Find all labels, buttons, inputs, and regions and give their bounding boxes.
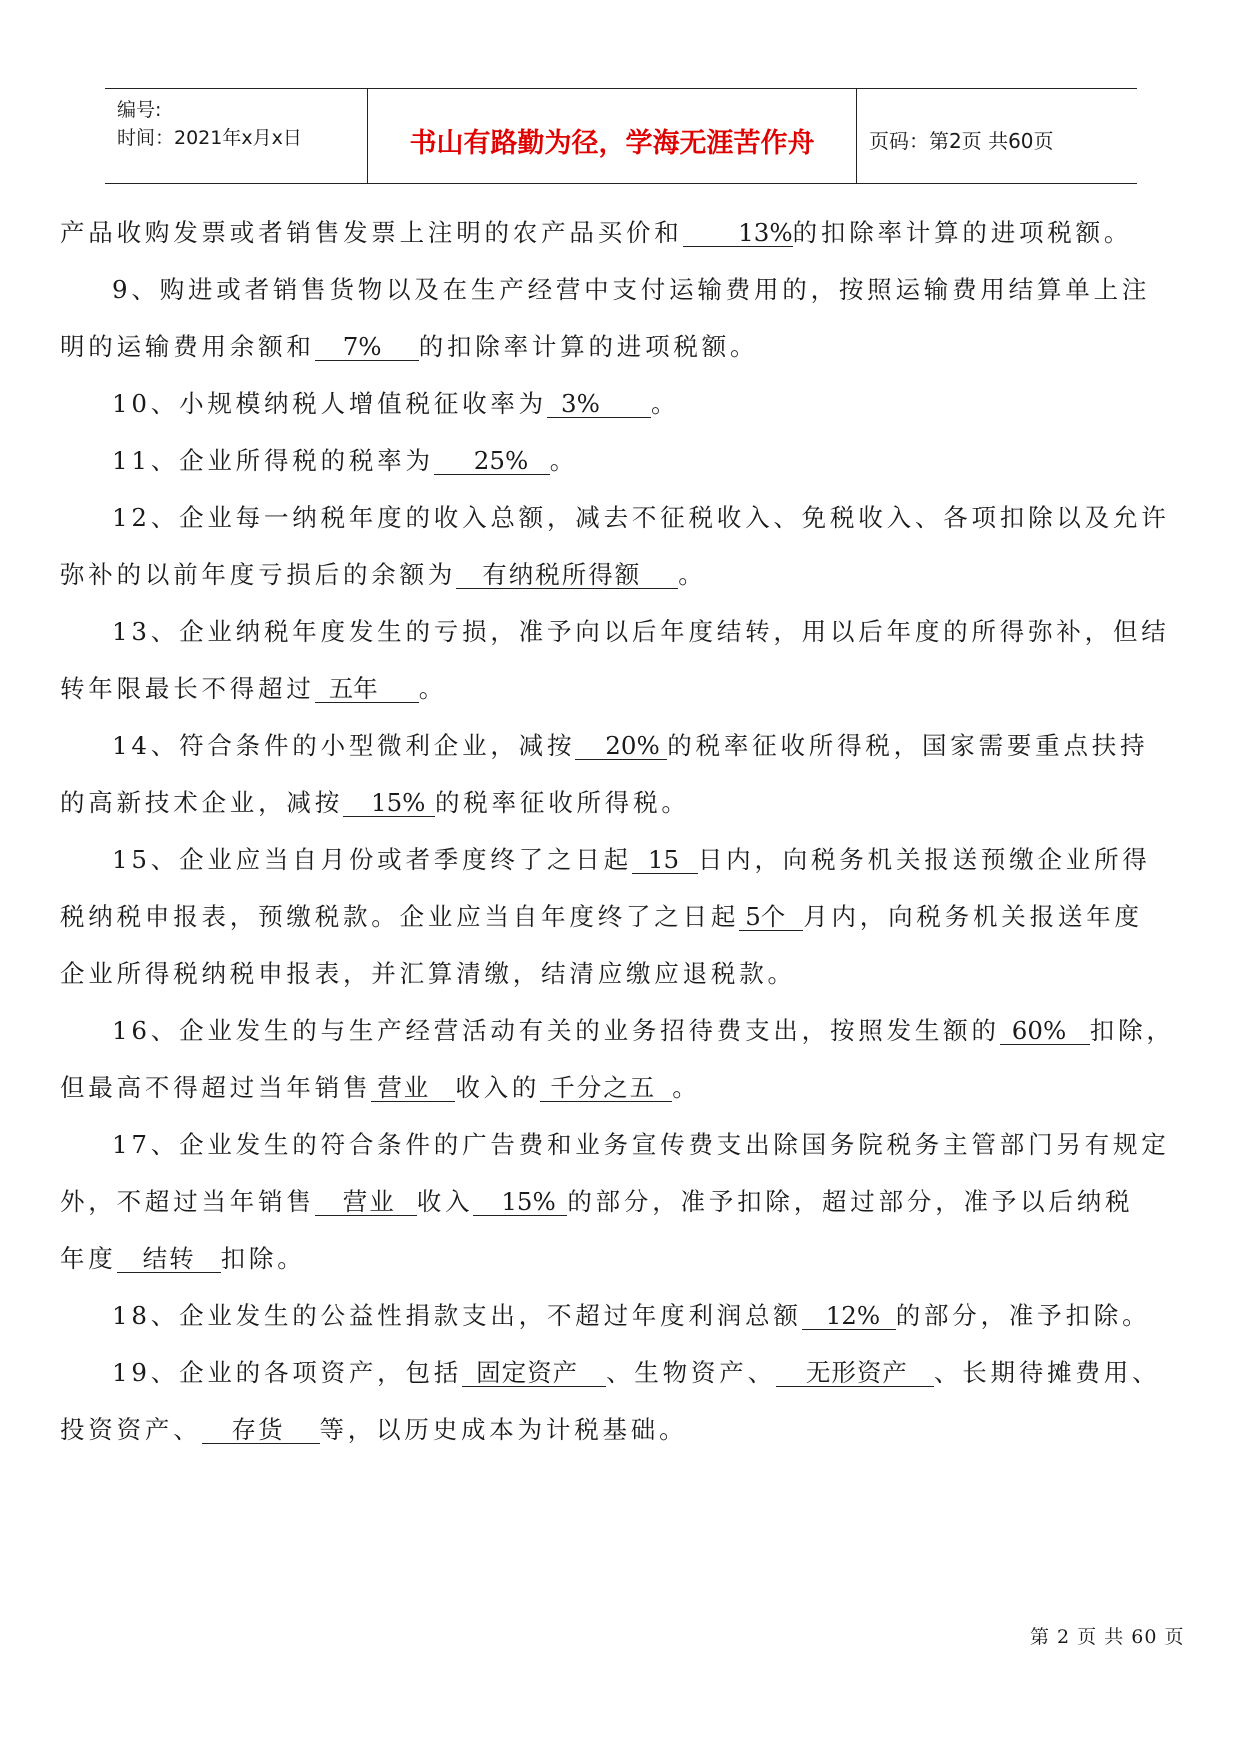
text-line <box>60 1244 306 1274</box>
text-segment: 转年限最长不得超过 <box>60 674 315 703</box>
document-number-label: 编号: <box>117 99 162 121</box>
text-segment: 的税率征收所得税，国家需要重点扶持 <box>667 731 1149 760</box>
blank-answer: 营业 <box>371 1075 455 1102</box>
header-page-cell <box>857 89 1137 183</box>
text-line <box>112 1130 1170 1160</box>
text-line <box>60 1415 687 1445</box>
text-segment: 的税率征收所得税。 <box>435 788 690 817</box>
blank-answer: 25% <box>434 448 550 475</box>
text-segment: 13、企业纳税年度发生的亏损，准予向以后年度结转，用以后年度的所得弥补，但结 <box>112 617 1170 646</box>
text-segment: 的扣除率计算的进项税额。 <box>418 332 759 361</box>
text-line <box>60 1187 1133 1217</box>
text-segment: 。 <box>672 1073 701 1102</box>
blank-answer: 15% <box>473 1189 567 1216</box>
text-segment: 10、小规模纳税人增值税征收率为 <box>112 389 547 418</box>
header-page-code: 页码：第2页 共60页 <box>869 129 1054 153</box>
text-segment: 17、企业发生的符合条件的广告费和业务宣传费支出除国务院税务主管部门另有规定 <box>112 1130 1170 1159</box>
text-line <box>60 788 690 818</box>
text-line <box>112 1016 1175 1046</box>
text-segment: 的部分，准予扣除。 <box>895 1301 1151 1330</box>
blank-answer: 60% <box>1000 1018 1090 1045</box>
text-segment: 19、企业的各项资产，包括 <box>112 1358 463 1387</box>
text-segment: 。 <box>418 674 448 703</box>
text-segment: 收入的 <box>455 1073 541 1102</box>
page-header <box>105 88 1137 184</box>
text-line <box>60 902 1143 932</box>
text-segment: 、长期待摊费用、 <box>933 1358 1161 1387</box>
blank-answer: 15 <box>632 847 698 874</box>
text-line <box>112 446 578 476</box>
blank-answer: 固定资产 <box>462 1360 606 1387</box>
text-line <box>60 1073 701 1103</box>
text-segment: 的高新技术企业，减按 <box>60 788 343 817</box>
text-segment: 扣除。 <box>220 1244 306 1273</box>
text-segment: 扣除， <box>1089 1016 1175 1045</box>
text-line <box>112 275 1150 305</box>
blank-answer: 存货 <box>202 1417 320 1444</box>
blank-answer: 3% <box>547 391 651 418</box>
blank-answer: 5个 <box>739 904 803 931</box>
text-segment: 日内，向税务机关报送预缴企业所得 <box>697 845 1151 874</box>
text-line <box>60 959 796 989</box>
text-segment: 年度 <box>60 1244 117 1273</box>
text-segment: 投资资产、 <box>60 1415 202 1444</box>
blank-answer: 15% <box>343 790 435 817</box>
text-segment: 外，不超过当年销售 <box>60 1187 315 1216</box>
blank-answer: 13% <box>683 220 793 247</box>
text-segment: 企业所得税纳税申报表，并汇算清缴，结清应缴应退税款。 <box>60 959 796 988</box>
page-footer: 第 2 页 共 60 页 <box>1030 1626 1185 1648</box>
text-line <box>60 218 1132 248</box>
text-segment: 产品收购发票或者销售发票上注明的农产品买价和 <box>60 218 683 247</box>
text-line <box>112 731 1148 761</box>
text-segment: 弥补的以前年度亏损后的余额为 <box>60 560 457 589</box>
blank-answer: 营业 <box>315 1189 417 1216</box>
text-line <box>112 1358 1160 1388</box>
text-segment: 18、企业发生的公益性捐款支出，不超过年度利润总额 <box>112 1301 802 1330</box>
text-segment: 12、企业每一纳税年度的收入总额，减去不征税收入、免税收入、各项扣除以及允许 <box>112 503 1170 532</box>
blank-answer: 20% <box>575 733 667 760</box>
blank-answer: 结转 <box>117 1246 221 1273</box>
header-meta <box>105 89 367 183</box>
text-segment: 、生物资产、 <box>606 1358 776 1387</box>
text-segment: 税纳税申报表，预缴税款。企业应当自年度终了之日起 <box>60 902 740 931</box>
blank-answer: 无形资产 <box>776 1360 934 1387</box>
text-segment: 月内，向税务机关报送年度 <box>803 902 1143 931</box>
text-segment: 9、购进或者销售货物以及在生产经营中支付运输费用的，按照运输费用结算单上注 <box>112 275 1151 304</box>
blank-answer: 12% <box>802 1303 896 1330</box>
blank-answer: 7% <box>315 334 419 361</box>
document-time: 时间：2021年x月x日 <box>117 127 302 149</box>
text-line <box>112 503 1170 533</box>
text-line <box>60 332 758 362</box>
text-segment: 。 <box>650 389 680 418</box>
text-segment: 明的运输费用余额和 <box>60 332 315 361</box>
blank-answer: 五年 <box>315 676 419 703</box>
text-segment: 的扣除率计算的进项税额。 <box>792 218 1133 247</box>
text-segment: 。 <box>678 560 707 589</box>
header-motto: 书山有路勤为径，学海无涯苦作舟 <box>409 128 815 159</box>
text-segment: 16、企业发生的与生产经营活动有关的业务招待费支出，按照发生额的 <box>112 1016 1000 1045</box>
text-segment: 15、企业应当自月份或者季度终了之日起 <box>112 845 632 874</box>
text-segment: 。 <box>549 446 579 475</box>
text-line <box>112 617 1170 647</box>
text-segment: 但最高不得超过当年销售 <box>60 1073 372 1102</box>
blank-answer: 有纳税所得额 <box>456 562 678 589</box>
text-segment: 11、企业所得税的税率为 <box>112 446 434 475</box>
text-line <box>112 845 1151 875</box>
header-motto-cell <box>367 89 857 183</box>
text-segment: 的部分，准予扣除，超过部分，准予以后纳税 <box>567 1187 1134 1216</box>
text-segment: 14、符合条件的小型微利企业，减按 <box>112 731 576 760</box>
text-line <box>60 674 447 704</box>
text-segment: 等，以历史成本为计税基础。 <box>319 1415 688 1444</box>
text-line <box>60 560 707 590</box>
blank-answer: 千分之五 <box>540 1075 672 1102</box>
text-line <box>112 389 679 419</box>
text-segment: 收入 <box>416 1187 474 1216</box>
text-line <box>112 1301 1150 1331</box>
